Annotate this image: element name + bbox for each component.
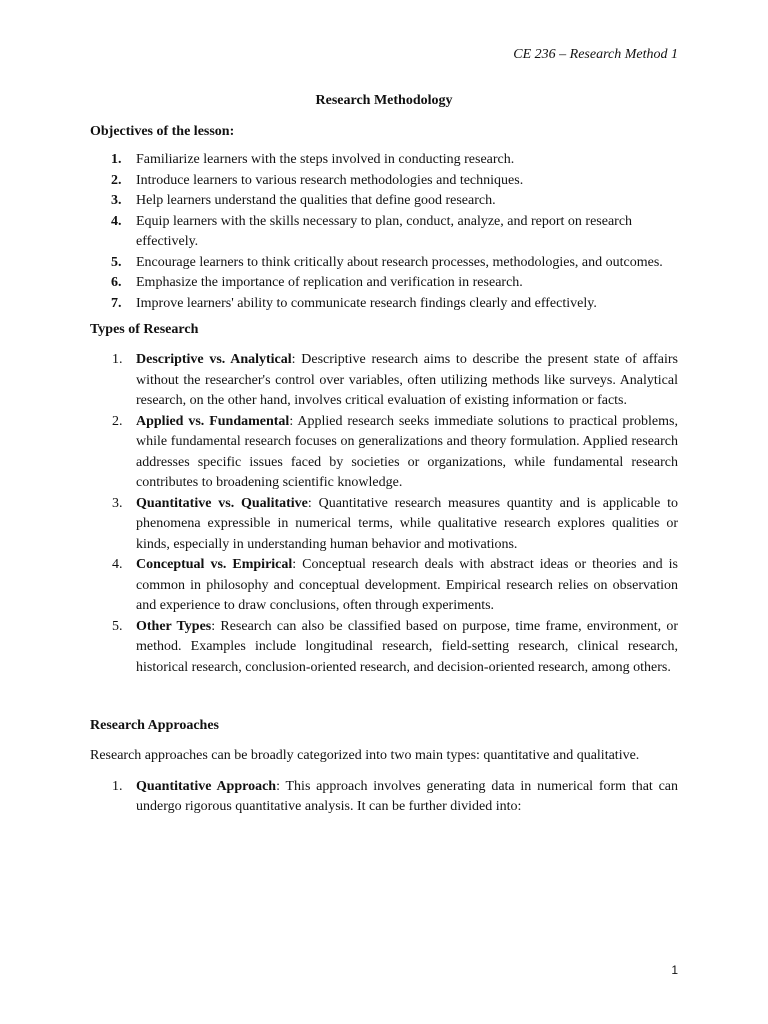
objective-text: Introduce learners to various research methodologies and techniques. [136,172,524,188]
list-number: 3. [111,193,122,208]
objective-text: Improve learners' ability to communicate research findings clearly and effectively. [136,295,597,311]
approaches-list [90,777,678,818]
objective-text: Familiarize learners with the steps involved in conducting research. [136,152,515,167]
list-number: 2. [112,413,123,429]
objective-text: Help learners understand the qualities that define good research. [136,193,496,208]
list-number: 1. [112,778,123,794]
list-number: 4. [112,557,123,572]
type-item [90,350,678,412]
list-number: 6. [111,275,122,290]
list-number: 5. [112,618,123,634]
types-heading: Types of Research [90,322,199,337]
objective-item [90,212,678,253]
type-term: Quantitative vs. Qualitative [136,495,308,511]
approach-text: : This approach involves generating data in numerical form that can undergo rigorous quantitative analysis. It can be further divided into: [136,778,679,814]
type-term: Other Types [136,618,212,634]
list-number: 4. [111,213,122,229]
type-text: : Conceptual research deals with abstract ideas or theories and is common in philosophy and conceptual development. Empirical research relies on observation and experience to draw conclusions, often through experiments. [136,557,679,613]
objective-item [90,273,678,294]
type-term: Descriptive vs. Analytical [136,352,292,367]
type-term: Applied vs. Fundamental [136,413,290,429]
page-number: 1 [671,963,678,977]
objective-text: Emphasize the importance of replication and verification in research. [136,275,523,290]
approaches-intro: Research approaches can be broadly categorized into two main types: quantitative and qualitative. [90,748,640,763]
objective-item [90,253,678,274]
type-term: Conceptual vs. Empirical [136,557,293,572]
type-item [90,412,678,494]
approaches-heading: Research Approaches [90,718,219,733]
objective-text: Equip learners with the skills necessary to plan, conduct, analyze, and report on research effectively. [136,213,633,249]
document-title: Research Methodology [315,93,453,108]
types-list [90,350,678,678]
list-number: 1. [111,152,122,167]
document-body [90,122,678,818]
objectives-heading: Objectives of the lesson: [90,124,235,139]
type-item [90,494,678,556]
list-number: 1. [112,352,123,367]
type-item [90,617,678,679]
type-item [90,555,678,617]
approach-item [90,777,678,818]
objective-item [90,150,678,171]
objective-item [90,294,678,315]
approach-term: Quantitative Approach [136,778,277,794]
objective-text: Encourage learners to think critically about research processes, methodologies, and outcomes. [136,254,663,270]
list-number: 5. [111,254,122,270]
type-text: : Research can also be classified based on purpose, time frame, environment, or method. Examples include longitudinal research, field-setting research, clinical research, historical research, conclusion-oriented research, and decision-oriented research, among others. [136,618,678,675]
type-text: : Applied research seeks immediate solutions to practical problems, while fundamental research focuses on generalizations and theory formulation. Applied research addresses specific issues faced by societies or organizations, while fundamental research contributes to broadening scientific knowledge. [136,413,678,490]
list-number: 3. [112,495,123,511]
list-number: 2. [111,172,122,188]
objective-item [90,191,678,212]
type-text: : Quantitative research measures quantity and is applicable to phenomena expressible in numerical terms, while qualitative research explores qualities or kinds, especially in understanding human behavior and motivations. [136,495,678,552]
course-header: CE 236 – Research Method 1 [513,47,678,62]
objectives-list [90,150,678,314]
type-text: : Descriptive research aims to describe the present state of affairs without the researcher's control over variables, often utilizing methods like surveys. Analytical research, on the other hand, involves critical evaluation of existing information or facts. [136,352,678,408]
list-number: 7. [111,295,122,311]
objective-item [90,171,678,192]
